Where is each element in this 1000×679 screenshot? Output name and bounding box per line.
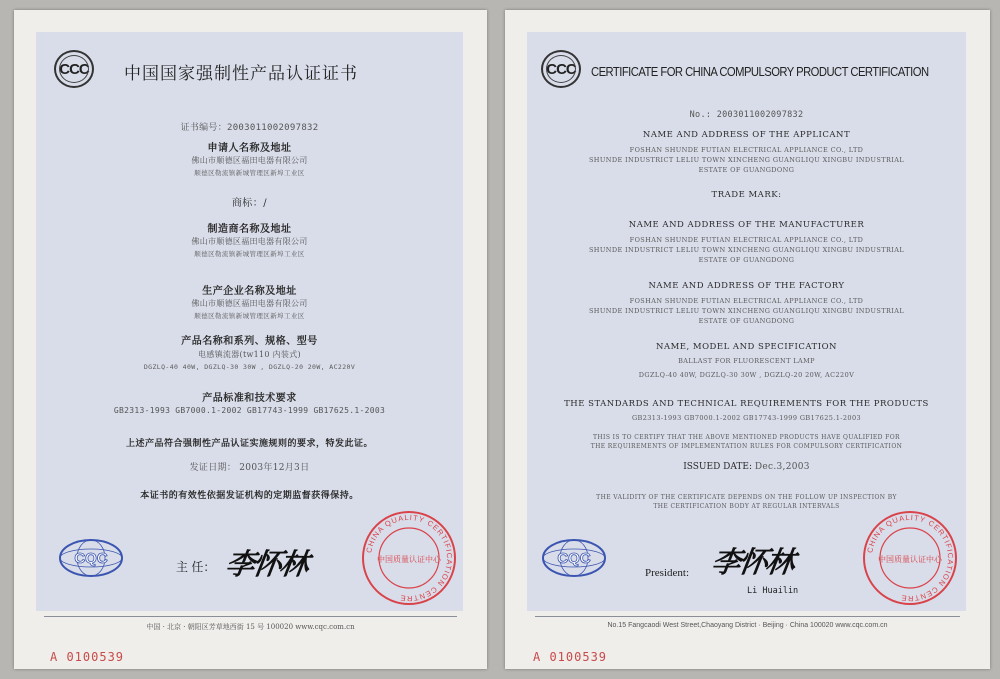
- president-signature: 李怀林: [709, 545, 796, 579]
- trademark: 商标：/: [231, 198, 268, 209]
- certification-seal-icon: [862, 510, 958, 606]
- product-models: DGZLQ-40 40W, DGZLQ-30 30W , DGZLQ-20 20W, AC220V: [638, 371, 855, 379]
- footer-address: 中国 · 北京 · 朝阳区芳草地西街 15 号 100020 www.cqc.com.cn: [146, 623, 355, 631]
- applicant-line-3: ESTATE OF GUANGDONG: [698, 166, 795, 174]
- validity-statement-1: THE VALIDITY OF THE CERTIFICATE DEPENDS ON THE FOLLOW UP INSPECTION BY: [596, 494, 897, 501]
- cqc-logo-text: CQC: [74, 550, 108, 567]
- serial-number: A 0100539: [533, 650, 608, 664]
- standards-label: THE STANDARDS AND TECHNICAL REQUIREMENTS FOR THE PRODUCTS: [564, 399, 929, 409]
- factory-label: 生产企业名称及地址: [202, 286, 297, 297]
- manufacturer-name: 佛山市顺德区福田电器有限公司: [191, 237, 308, 246]
- certificate-chinese: [14, 10, 487, 669]
- standards-label: 产品标准和技术要求: [202, 393, 297, 404]
- applicant-address: 顺德区勒流镇新城管理区新埠工业区: [194, 169, 305, 177]
- serial-number: A 0100539: [50, 650, 125, 664]
- manufacturer-line-2: SHUNDE INDUSTRICT LELIU TOWN XINCHENG GUANGLIQU XINGBU INDUSTRIAL: [588, 246, 905, 254]
- signer-name: Li Huailin: [747, 586, 799, 596]
- certification-statement-1: THIS IS TO CERTIFY THAT THE ABOVE MENTIONED PRODUCTS HAVE QUALIFIED FOR: [593, 434, 900, 441]
- certificate-english: [505, 10, 990, 669]
- seal-outer-text: CHINA QUALITY CERTIFICATION CENTRE: [364, 512, 455, 604]
- factory-line-1: FOSHAN SHUNDE FUTIAN ELECTRICAL APPLIANCE CO., LTD: [629, 297, 864, 305]
- factory-label: NAME AND ADDRESS OF THE FACTORY: [648, 281, 845, 291]
- manufacturer-line-1: FOSHAN SHUNDE FUTIAN ELECTRICAL APPLIANCE CO., LTD: [629, 236, 864, 244]
- applicant-name: 佛山市顺德区福田电器有限公司: [191, 156, 308, 165]
- product-label: NAME, MODEL AND SPECIFICATION: [656, 342, 837, 352]
- seal-inner-text: 中国质量认证中心: [377, 555, 441, 564]
- ccc-logo-icon: CCC: [54, 50, 94, 88]
- applicant-label: 申请人名称及地址: [207, 143, 292, 154]
- manufacturer-address: 顺德区勒流镇新城管理区新埠工业区: [194, 250, 305, 258]
- footer-rule: [44, 616, 457, 617]
- applicant-line-1: FOSHAN SHUNDE FUTIAN ELECTRICAL APPLIANCE CO., LTD: [629, 146, 864, 154]
- factory-line-2: SHUNDE INDUSTRICT LELIU TOWN XINCHENG GUANGLIQU XINGBU INDUSTRIAL: [588, 307, 905, 315]
- cqc-logo-text: CQC: [557, 550, 591, 567]
- applicant-label: NAME AND ADDRESS OF THE APPLICANT: [642, 130, 851, 140]
- certificate-number: No.: 2003011002097832: [689, 110, 804, 120]
- director-label: 主 任：: [176, 560, 216, 574]
- product-name: BALLAST FOR FLUORESCENT LAMP: [678, 357, 815, 365]
- manufacturer-label: NAME AND ADDRESS OF THE MANUFACTURER: [628, 220, 865, 230]
- seal-inner-text: 中国质量认证中心: [878, 555, 942, 564]
- cqc-logo-icon: [541, 538, 607, 578]
- certification-statement-2: THE REQUIREMENTS OF IMPLEMENTATION RULES FOR COMPULSORY CERTIFICATION: [590, 443, 903, 450]
- factory-name: 佛山市顺德区福田电器有限公司: [191, 299, 308, 308]
- applicant-line-2: SHUNDE INDUSTRICT LELIU TOWN XINCHENG GUANGLIQU XINGBU INDUSTRIAL: [588, 156, 905, 164]
- certification-seal-icon: [361, 510, 457, 606]
- certificate-title: 中国国家强制性产品认证证书: [124, 64, 358, 83]
- certificate-panel: [527, 32, 966, 611]
- validity-statement-2: THE CERTIFICATION BODY AT REGULAR INTERVALS: [653, 503, 840, 510]
- certificate-title: CERTIFICATE FOR CHINA COMPULSORY PRODUCT CERTIFICATION: [591, 65, 929, 79]
- issued-date-value: Dec.3,2003: [754, 462, 810, 472]
- certification-statement: 上述产品符合强制性产品认证实施规则的要求，特发此证。: [125, 439, 373, 449]
- factory-address: 顺德区勒流镇新城管理区新埠工业区: [194, 312, 305, 320]
- manufacturer-line-3: ESTATE OF GUANGDONG: [698, 256, 795, 264]
- director-signature: 李怀林: [223, 547, 310, 581]
- footer-rule: [535, 616, 960, 617]
- product-name: 电感镇流器(tw110 内装式): [198, 350, 301, 359]
- ccc-logo-icon: CCC: [541, 50, 581, 88]
- cqc-logo-icon: [58, 538, 124, 578]
- validity-statement: 本证书的有效性依据发证机构的定期监督获得保持。: [140, 491, 359, 501]
- product-label: 产品名称和系列、规格、型号: [181, 336, 318, 347]
- seal-outer-text: CHINA QUALITY CERTIFICATION CENTRE: [865, 512, 956, 604]
- issued-date-label: ISSUED DATE:: [683, 462, 752, 472]
- product-models: DGZLQ-40 40W, DGZLQ-30 30W , DGZLQ-20 20W, AC220V: [143, 363, 356, 371]
- trademark-label: TRADE MARK:: [711, 190, 782, 200]
- standards: GB2313-1993 GB7000.1-2002 GB17743-1999 GB17625.1-2003: [631, 414, 862, 422]
- certificate-panel: [36, 32, 463, 611]
- factory-line-3: ESTATE OF GUANGDONG: [698, 317, 795, 325]
- issue-date: 发证日期： 2003年12月3日: [189, 463, 310, 473]
- certificate-number: 证书编号：2003011002097832: [180, 123, 319, 133]
- manufacturer-label: 制造商名称及地址: [207, 224, 292, 235]
- president-label: President:: [645, 567, 689, 579]
- issued-date-row: [527, 462, 966, 472]
- standards: GB2313-1993 GB7000.1-2002 GB17743-1999 GB17625.1-2003: [113, 406, 386, 415]
- footer-address: No.15 Fangcaodi West Street,Chaoyang District · Beijing · China 100020 www.cqc.com.cn: [607, 622, 888, 629]
